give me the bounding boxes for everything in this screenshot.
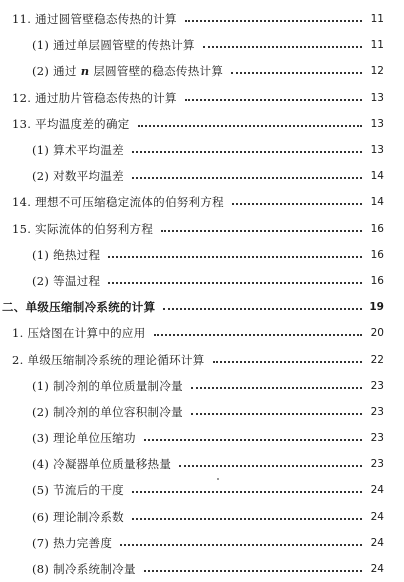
toc-page-number: 16: [370, 274, 384, 287]
toc-entry-title: 2. 单级压缩制冷系统的理论循环计算: [12, 352, 205, 367]
toc-page-number: 23: [370, 432, 384, 445]
toc-leader-dots: [144, 439, 362, 441]
toc-entry-title: (3) 理论单位压缩功: [32, 431, 136, 446]
scan-speck: [217, 478, 219, 480]
toc-page-number: 14: [370, 196, 384, 209]
toc-entry: [0, 451, 404, 477]
toc-page-number: 11: [370, 39, 384, 52]
toc-entry-title: (2) 对数平均温差: [32, 169, 124, 184]
toc-page-number: 24: [370, 510, 384, 523]
toc-page-number: 12: [370, 65, 384, 78]
toc-entry-title: (2) 制冷剂的单位容积制冷量: [32, 404, 183, 419]
toc-entry-title: 12. 通过肋片管稳态传热的计算: [12, 90, 177, 105]
toc-entry-title: (2) 等温过程: [32, 273, 101, 288]
toc-entry-title: (1) 算术平均温差: [32, 143, 124, 158]
toc-entry: [0, 137, 404, 163]
toc-leader-dots: [138, 125, 362, 127]
toc-page-number: 13: [370, 91, 384, 104]
toc-leader-dots: [185, 99, 362, 101]
toc-entry-title: 14. 理想不可压缩稳定流体的伯努利方程: [12, 195, 224, 210]
toc-entry: [0, 268, 404, 294]
toc-entry: [0, 477, 404, 503]
toc-entry-title: 1. 压焓图在计算中的应用: [12, 326, 146, 341]
toc-leader-dots: [144, 570, 362, 572]
toc-leader-dots: [132, 518, 362, 520]
toc-leader-dots: [163, 308, 362, 310]
toc-page-number: 14: [370, 170, 384, 183]
toc-page-number: 23: [370, 379, 384, 392]
toc-entry-title: 15. 实际流体的伯努利方程: [12, 221, 154, 236]
toc-leader-dots: [179, 465, 362, 467]
toc-page-number: 23: [370, 405, 384, 418]
toc-leader-dots: [132, 151, 362, 153]
toc-entry-title: (6) 理论制冷系数: [32, 509, 124, 524]
toc-leader-dots: [161, 230, 362, 232]
toc-entry-title: (7) 热力完善度: [32, 535, 113, 550]
toc-page-number: 11: [370, 13, 384, 26]
toc-entry: [0, 58, 404, 84]
toc-entry-title: (1) 绝热过程: [32, 247, 101, 262]
toc-entry: [0, 163, 404, 189]
toc-page-number: 22: [370, 353, 384, 366]
toc-entry-title: (8) 制冷系统制冷量: [32, 562, 136, 577]
toc-entry: [0, 216, 404, 242]
table-of-contents: [0, 6, 404, 582]
toc-leader-dots: [108, 256, 362, 258]
toc-entry: [0, 530, 404, 556]
toc-entry: [0, 373, 404, 399]
toc-leader-dots: [203, 46, 362, 48]
toc-page-number: 13: [370, 117, 384, 130]
toc-entry: [0, 32, 404, 58]
toc-leader-dots: [191, 413, 362, 415]
toc-entry: [0, 346, 404, 372]
toc-entry-title: 11. 通过圆管壁稳态传热的计算: [12, 12, 177, 27]
toc-page-number: 20: [370, 327, 384, 340]
toc-page-number: 13: [370, 144, 384, 157]
toc-leader-dots: [191, 387, 362, 389]
toc-leader-dots: [232, 203, 362, 205]
toc-page-number: 16: [370, 248, 384, 261]
toc-page-number: 19: [369, 301, 384, 314]
toc-leader-dots: [108, 282, 362, 284]
toc-entry: [0, 242, 404, 268]
toc-entry: [0, 189, 404, 215]
toc-entry-title: (2) 通过 n 层圆管壁的稳态传热计算: [32, 64, 224, 79]
toc-entry: [0, 504, 404, 530]
toc-entry: [0, 320, 404, 346]
toc-entry-title: (1) 制冷剂的单位质量制冷量: [32, 378, 183, 393]
toc-leader-dots: [120, 544, 362, 546]
toc-entry: [0, 399, 404, 425]
toc-entry: [0, 85, 404, 111]
toc-section-heading: [0, 294, 404, 320]
toc-page-number: 24: [370, 484, 384, 497]
toc-leader-dots: [213, 361, 362, 363]
toc-leader-dots: [132, 491, 362, 493]
toc-entry-title: 13. 平均温度差的确定: [12, 116, 130, 131]
toc-entry: [0, 111, 404, 137]
toc-entry-title: (1) 通过单层圆管壁的传热计算: [32, 38, 195, 53]
toc-page-number: 23: [370, 458, 384, 471]
toc-entry: [0, 556, 404, 582]
toc-leader-dots: [231, 72, 362, 74]
toc-page-number: 16: [370, 222, 384, 235]
toc-leader-dots: [154, 334, 362, 336]
toc-entry-title: (4) 冷凝器单位质量移热量: [32, 457, 172, 472]
toc-entry-title: 二、单级压缩制冷系统的计算: [2, 300, 156, 315]
toc-entry: [0, 425, 404, 451]
toc-leader-dots: [185, 20, 362, 22]
toc-entry: [0, 6, 404, 32]
toc-leader-dots: [132, 177, 362, 179]
toc-page-number: 24: [370, 536, 384, 549]
toc-page-number: 24: [370, 563, 384, 576]
toc-entry-title: (5) 节流后的干度: [32, 483, 124, 498]
